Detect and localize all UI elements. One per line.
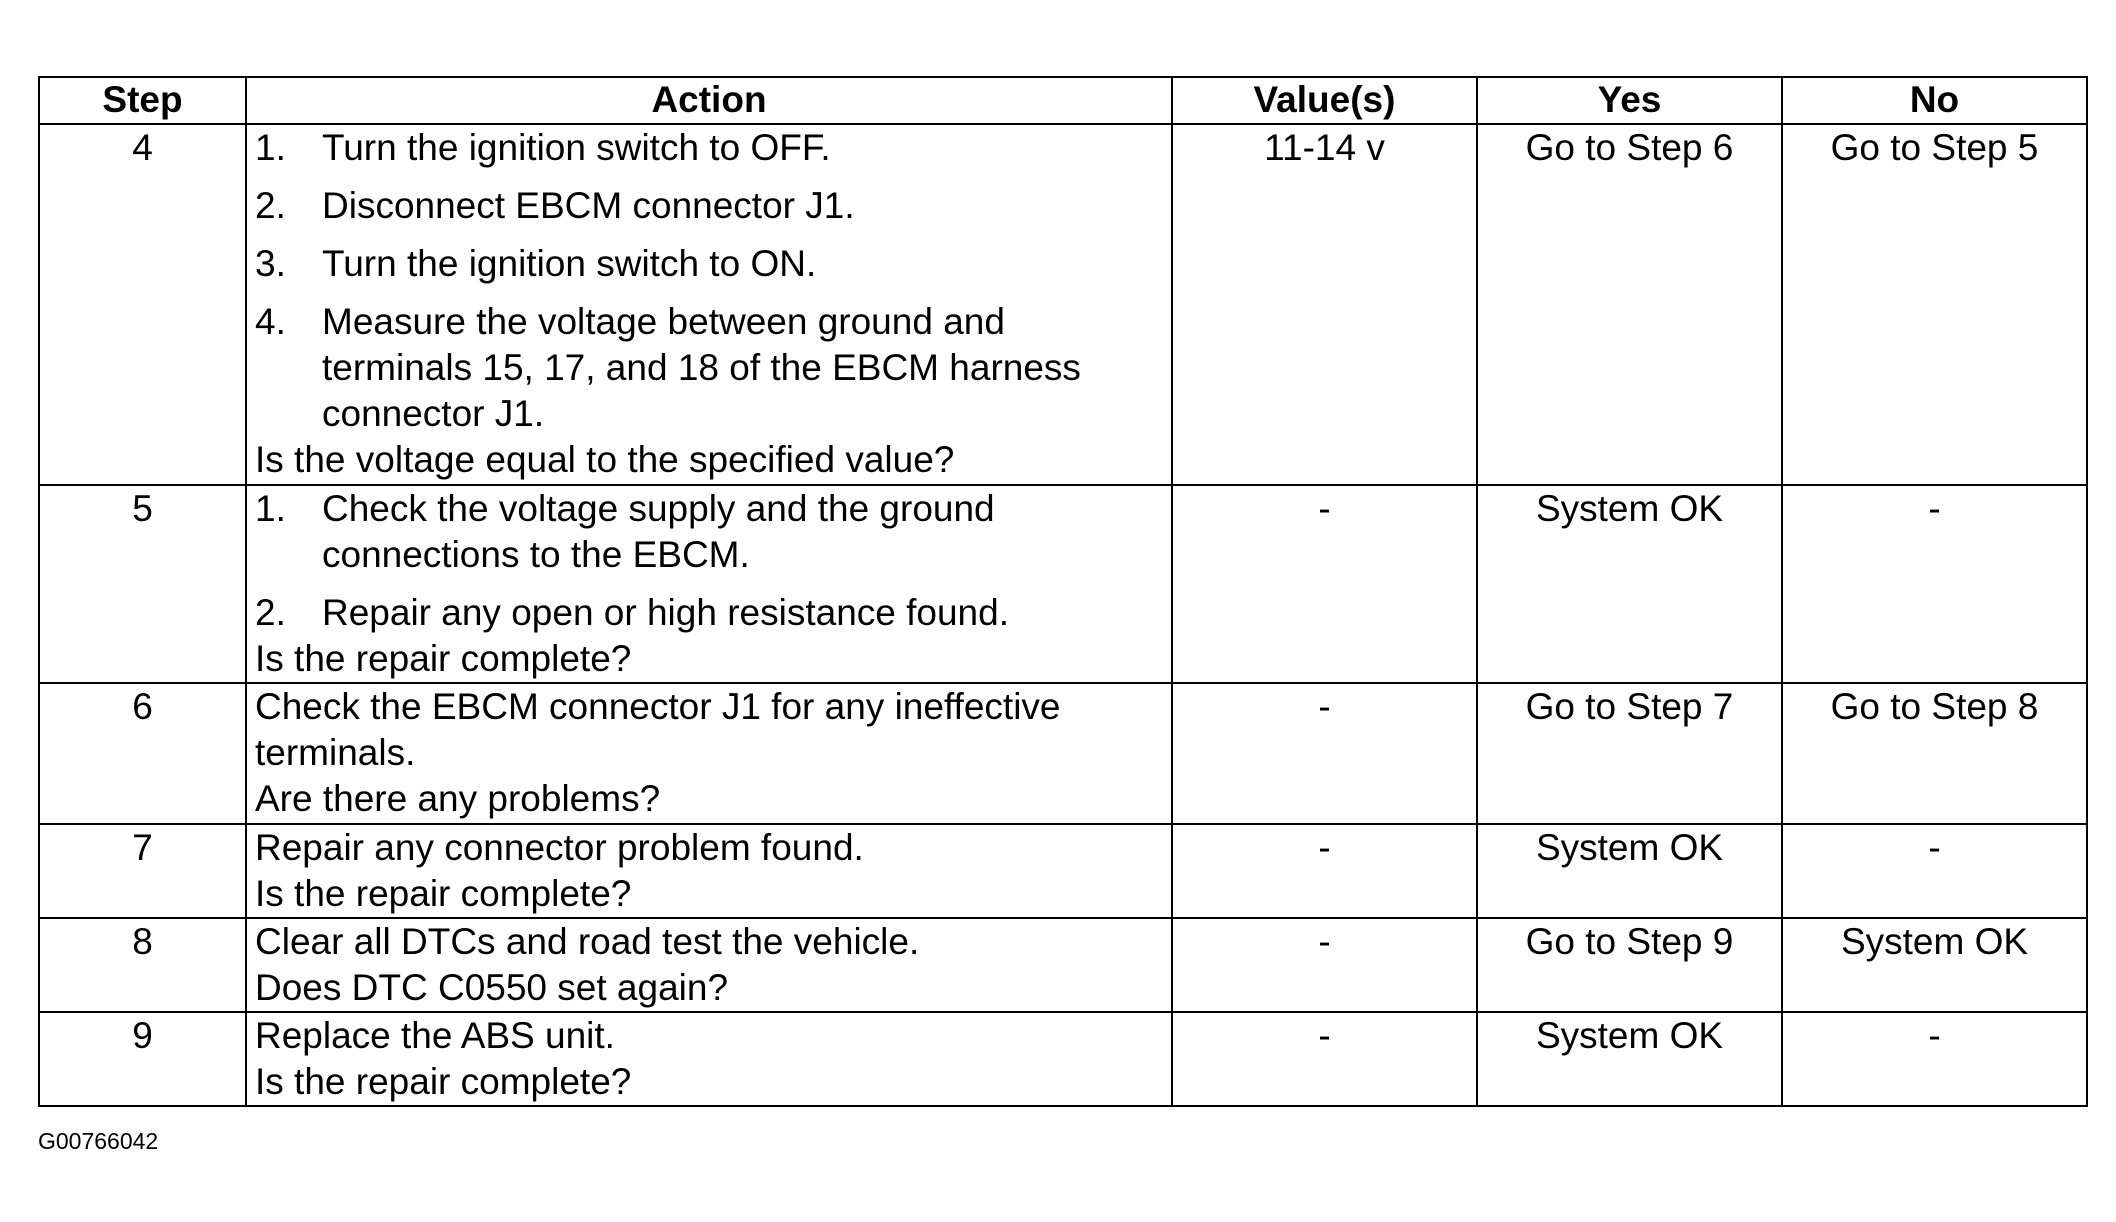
figure-code: G00766042 <box>38 1128 159 1154</box>
value-cell: - <box>1172 485 1477 683</box>
table-row <box>39 824 2087 918</box>
yes-cell: Go to Step 7 <box>1477 683 1782 824</box>
step-cell: 8 <box>39 918 246 1012</box>
value-cell: - <box>1172 1012 1477 1106</box>
action-step <box>255 183 1165 229</box>
action-cell <box>246 824 1172 918</box>
table-row <box>39 683 2087 824</box>
no-cell: - <box>1782 824 2087 918</box>
action-text: Repair any connector problem found. <box>255 827 864 868</box>
action-cell <box>246 124 1172 485</box>
step-cell: 7 <box>39 824 246 918</box>
step-cell: 5 <box>39 485 246 683</box>
action-text: Check the EBCM connector J1 for any ineffective terminals. <box>255 686 1061 773</box>
action-step <box>255 125 1165 171</box>
header-no: No <box>1782 77 2087 124</box>
no-cell: System OK <box>1782 918 2087 1012</box>
no-cell: - <box>1782 485 2087 683</box>
action-step-text: Measure the voltage between ground and terminals 15, 17, and 18 of the EBCM harness connector J1. <box>322 301 1081 434</box>
action-text: Clear all DTCs and road test the vehicle. <box>255 921 920 962</box>
action-steps-list <box>255 486 1165 636</box>
action-question: Is the voltage equal to the specified value? <box>255 439 955 480</box>
action-step-text: Turn the ignition switch to ON. <box>322 243 817 284</box>
step-cell: 6 <box>39 683 246 824</box>
action-step-text: Turn the ignition switch to OFF. <box>322 127 831 168</box>
action-question: Is the repair complete? <box>255 638 632 679</box>
action-step-number: 1. <box>255 488 286 529</box>
yes-cell: System OK <box>1477 824 1782 918</box>
diagnostic-table <box>38 76 2088 1107</box>
action-text: Replace the ABS unit. <box>255 1015 615 1056</box>
header-values: Value(s) <box>1172 77 1477 124</box>
action-question: Is the repair complete? <box>255 1061 632 1102</box>
step-cell: 9 <box>39 1012 246 1106</box>
action-steps-list <box>255 125 1165 437</box>
step-cell: 4 <box>39 124 246 485</box>
action-step-number: 4. <box>255 301 286 342</box>
action-step-number: 3. <box>255 243 286 284</box>
header-action: Action <box>246 77 1172 124</box>
header-row <box>39 77 2087 124</box>
header-yes: Yes <box>1477 77 1782 124</box>
action-question: Does DTC C0550 set again? <box>255 967 729 1008</box>
action-step <box>255 486 1165 578</box>
value-cell: - <box>1172 683 1477 824</box>
action-cell <box>246 485 1172 683</box>
yes-cell: System OK <box>1477 1012 1782 1106</box>
table-row <box>39 1012 2087 1106</box>
value-cell: - <box>1172 824 1477 918</box>
action-cell <box>246 918 1172 1012</box>
value-cell: - <box>1172 918 1477 1012</box>
action-question: Is the repair complete? <box>255 873 632 914</box>
yes-cell: Go to Step 6 <box>1477 124 1782 485</box>
header-step: Step <box>39 77 246 124</box>
action-cell <box>246 683 1172 824</box>
action-step <box>255 590 1165 636</box>
yes-cell: Go to Step 9 <box>1477 918 1782 1012</box>
table-row <box>39 918 2087 1012</box>
yes-cell: System OK <box>1477 485 1782 683</box>
action-step-number: 2. <box>255 592 286 633</box>
action-step-text: Check the voltage supply and the ground connections to the EBCM. <box>322 488 995 575</box>
value-cell: 11-14 v <box>1172 124 1477 485</box>
action-step-text: Disconnect EBCM connector J1. <box>322 185 855 226</box>
table-row <box>39 485 2087 683</box>
no-cell: - <box>1782 1012 2087 1106</box>
action-step <box>255 299 1165 437</box>
action-question: Are there any problems? <box>255 778 661 819</box>
action-step-number: 2. <box>255 185 286 226</box>
action-step-number: 1. <box>255 127 286 168</box>
no-cell: Go to Step 8 <box>1782 683 2087 824</box>
action-step-text: Repair any open or high resistance found. <box>322 592 1009 633</box>
table-row <box>39 124 2087 485</box>
no-cell: Go to Step 5 <box>1782 124 2087 485</box>
action-cell <box>246 1012 1172 1106</box>
action-step <box>255 241 1165 287</box>
